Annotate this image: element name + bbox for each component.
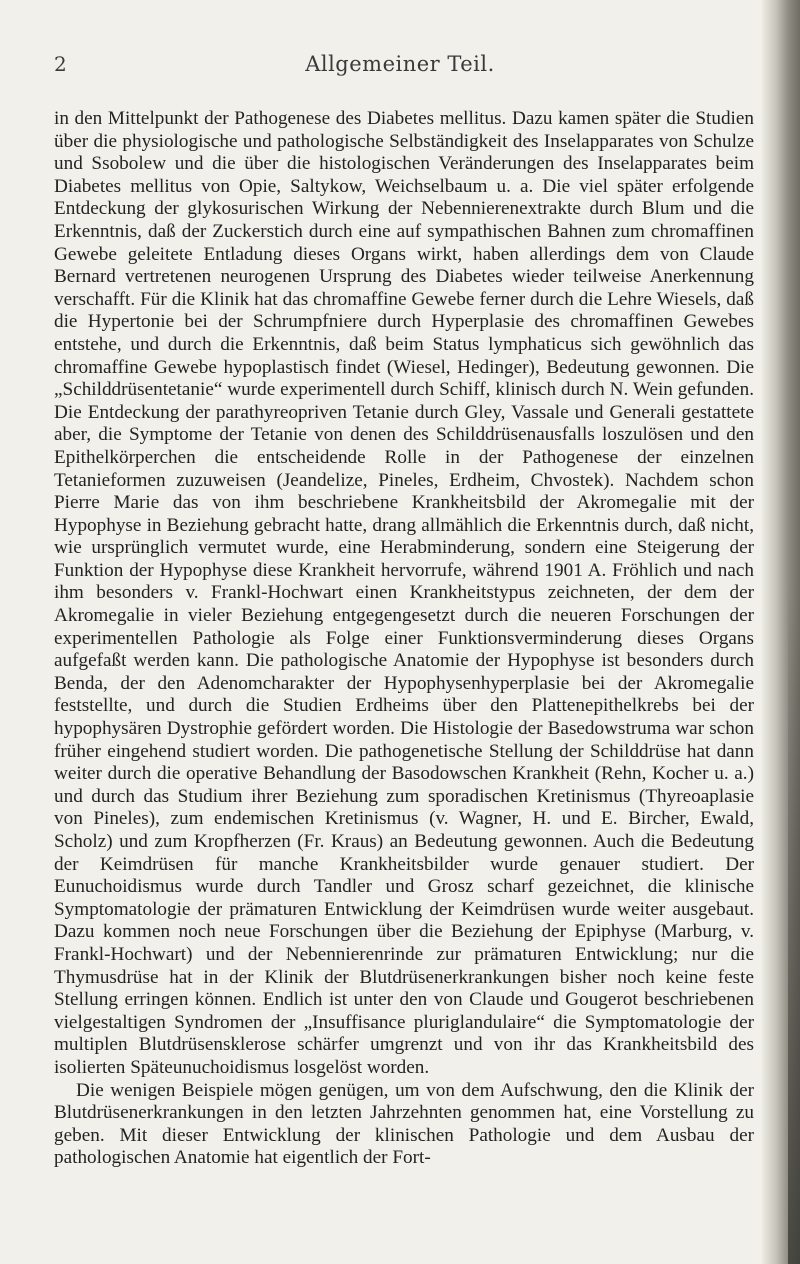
paragraph-2: Die wenigen Beispiele mögen genügen, um von dem Aufschwung, den die Klinik der Blutdrüsenerkrankungen in den letzten Jahrzehnten genommen hat, eine Vorstellung zu geben. Mit dieser Entwicklung der klinischen Pathologie und dem Ausbau der pathologischen Anatomie hat eigentlich der Fort- [54,1079,754,1169]
body-text [54,108,754,1170]
running-title: Allgemeiner Teil. [305,52,495,76]
page-number: 2 [54,52,67,76]
paragraph-1: in den Mittelpunkt der Pathogenese des Diabetes mellitus. Dazu kamen später die Studien über die physiologische und pathologische Selbständigkeit des Inselapparates von Schulze und Ssobolew und die über die histologischen Veränderungen des Inselapparates beim Diabetes mellitus von Opie, Saltykow, Weichselbaum u. a. Die viel später erfolgende Entdeckung der glykosurischen Wirkung der Nebennierenextrakte durch Blum und die Erkenntnis, daß der Zuckerstich durch eine auf sympathischen Bahnen zum chromaffinen Gewebe geleitete Entladung dieses Organs wirkt, haben allerdings dem von Claude Bernard vertretenen neurogenen Ursprung des Diabetes wieder teilweise Anerkennung verschafft. Für die Klinik hat das chromaffine Gewebe ferner durch die Lehre Wiesels, daß die Hypertonie bei der Schrumpfniere durch Hyperplasie des chromaffinen Gewebes entstehe, und durch die Erkenntnis, daß beim Status lymphaticus sich gewöhnlich das chromaffine Gewebe hypoplastisch findet (Wiesel, Hedinger), Bedeutung gewonnen. Die „Schilddrüsentetanie“ wurde experimentell durch Schiff, klinisch durch N. Wein gefunden. Die Entdeckung der parathyreopriven Tetanie durch Gley, Vassale und Generali gestattete aber, die Symptome der Tetanie von denen des Schilddrüsenausfalls loszulösen und den Epithelkörperchen die entscheidende Rolle in der Pathogenese der einzelnen Tetanieformen zuzuweisen (Jeandelize, Pineles, Erdheim, Chvostek). Nachdem schon Pierre Marie das von ihm beschriebene Krankheitsbild der Akromegalie mit der Hypophyse in Beziehung gebracht hatte, drang allmählich die Erkenntnis durch, daß nicht, wie ursprünglich vermutet wurde, eine Herabminderung, sondern eine Steigerung der Funktion der Hypophyse diese Krankheit hervorrufe, während 1901 A. Fröhlich und nach ihm besonders v. Frankl-Hochwart einen Krankheitstypus zeichneten, der dem der Akromegalie in vieler Beziehung entgegengesetzt durch die neueren Forschungen der experimentellen Pathologie als Folge einer Funktionsverminderung dieses Organs aufgefaßt werden kann. Die pathologische Anatomie der Hypophyse ist besonders durch Benda, der den Adenomcharakter der Hypophysenhyperplasie bei der Akromegalie feststellte, und durch die Studien Erdheims über den Plattenepithelkrebs bei der hypophysären Dystrophie gefördert worden. Die Histologie der Basedowstruma war schon früher eingehend studiert worden. Die pathogenetische Stellung der Schilddrüse hat dann weiter durch die operative Behandlung der Basodowschen Krankheit (Rehn, Kocher u. a.) und durch das Studium ihrer Beziehung zum sporadischen Kretinismus (Thyreoaplasie von Pineles), zum endemischen Kretinismus (v. Wagner, H. und E. Bircher, Ewald, Scholz) und zum Kropfherzen (Fr. Kraus) an Bedeutung gewonnen. Auch die Bedeutung der Keimdrüsen für manche Krankheitsbilder wurde genauer studiert. Der Eunuchoidismus wurde durch Tandler und Grosz scharf gezeichnet, die klinische Symptomatologie der prämaturen Entwicklung der Keimdrüsen wurde weiter ausgebaut. Dazu kommen noch neue Forschungen über die Beziehung der Epiphyse (Marburg, v. Frankl-Hochwart) und der Nebennierenrinde zur prämaturen Entwicklung; nur die Thymusdrüse hat in der Klinik der Blutdrüsenerkrankungen bisher noch keine feste Stellung erringen können. Endlich ist unter den von Claude und Gougerot beschriebenen vielgestaltigen Syndromen der „Insuffisance pluriglandulaire“ die Symptomatologie der multiplen Blutdrüsensklerose schärfer umgrenzt und von ihr das Krankheitsbild des isolierten Späteunuchoidismus losgelöst worden. [54,108,754,1078]
page-edge-dark [788,580,800,1264]
